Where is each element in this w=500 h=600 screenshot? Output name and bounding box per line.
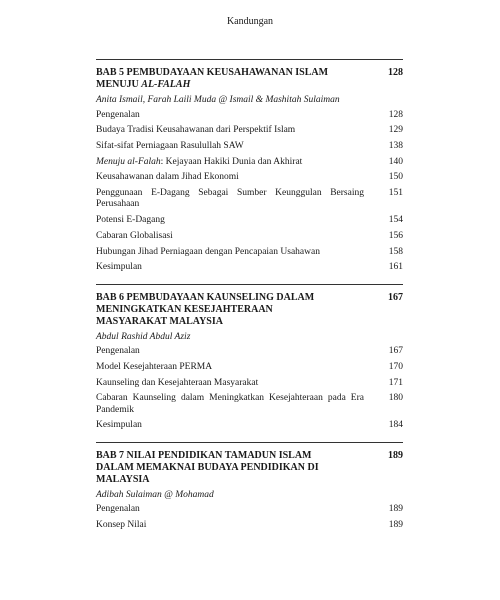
- entry-title: Pengenalan: [96, 504, 140, 515]
- toc-entry[interactable]: [96, 378, 403, 390]
- toc-entry[interactable]: [96, 520, 403, 532]
- entry-page-number: 167: [388, 346, 403, 357]
- entry-title: Budaya Tradisi Keusahawanan dari Perspektif Islam: [96, 125, 296, 136]
- entry-page-number: 170: [388, 361, 403, 372]
- page-header: Kandungan: [226, 16, 274, 27]
- entry-list: [96, 346, 403, 432]
- entry-page-number: 171: [388, 377, 403, 388]
- entry-title: Keusahawanan dalam Jihad Ekonomi: [96, 172, 239, 183]
- entry-page-number: 156: [388, 230, 403, 241]
- chapter-page-number: 167: [388, 291, 403, 303]
- toc-entry[interactable]: [96, 188, 403, 211]
- entry-page-number: 128: [388, 109, 403, 120]
- entry-title: Pengenalan: [96, 346, 140, 357]
- toc-entry[interactable]: [96, 141, 403, 153]
- entry-title-italic: Menuju al-Falah: [96, 156, 161, 167]
- entry-page-number: 151: [388, 187, 403, 198]
- toc-entry[interactable]: [96, 362, 403, 374]
- chapter-5-heading[interactable]: [96, 67, 403, 91]
- entry-title: Cabaran Kaunseling dalam Meningkatkan Kesejahteraan pada Era Pandemik: [96, 393, 364, 415]
- entry-title: Kesimpulan: [96, 420, 142, 431]
- toc-entry[interactable]: [96, 215, 403, 227]
- chapter-authors: Anita Ismail, Farah Laili Muda @ Ismail & Mashitah Sulaiman: [96, 95, 340, 105]
- chapter-7-heading[interactable]: [96, 450, 403, 486]
- entry-title: Pengenalan: [96, 109, 140, 120]
- toc-entry[interactable]: [96, 420, 403, 432]
- chapter-title: BAB 7 NILAI PENDIDIKAN TAMADUN ISLAM DALAM MEMAKNAI BUDAYA PENDIDIKAN DI MALAYSIA: [96, 449, 319, 485]
- entry-page-number: 184: [388, 420, 403, 431]
- entry-list: [96, 504, 403, 531]
- chapter-title-italic: AL-FALAH: [141, 79, 191, 90]
- entry-page-number: 150: [388, 172, 403, 183]
- entry-title: Sifat-sifat Perniagaan Rasulullah SAW: [96, 140, 244, 151]
- chapter-5-section: [96, 59, 403, 274]
- chapter-title-main: BAB 5 PEMBUDAYAAN KEUSAHAWANAN ISLAM MENUJU: [96, 67, 329, 90]
- toc-entry[interactable]: [96, 125, 403, 137]
- entry-list: [96, 110, 403, 274]
- entry-title: Model Kesejahteraan PERMA: [96, 361, 213, 372]
- entry-page-number: 158: [388, 246, 403, 257]
- table-of-contents: [96, 59, 403, 536]
- toc-entry[interactable]: [96, 157, 403, 169]
- chapter-6-section: [96, 284, 403, 432]
- chapter-page-number: 189: [388, 449, 403, 461]
- entry-page-number: 161: [388, 262, 403, 273]
- toc-entry[interactable]: [96, 346, 403, 358]
- chapter-page-number: 128: [388, 67, 403, 78]
- chapter-authors: Adibah Sulaiman @ Mohamad: [96, 489, 214, 500]
- entry-title: Penggunaan E-Dagang Sebagai Sumber Keunggulan Bersaing Perusahaan: [96, 187, 364, 210]
- entry-page-number: 180: [388, 393, 403, 404]
- chapter-title: BAB 6 PEMBUDAYAAN KAUNSELING DALAM MENINGKATKAN KESEJAHTERAAN MASYARAKAT MALAYSIA: [96, 291, 315, 327]
- toc-entry[interactable]: [96, 247, 403, 259]
- entry-title: Konsep Nilai: [96, 520, 147, 531]
- toc-entry[interactable]: [96, 393, 403, 416]
- entry-page-number: 129: [388, 125, 403, 136]
- entry-title: Hubungan Jihad Perniagaan dengan Pencapaian Usahawan: [96, 246, 320, 257]
- entry-title: Cabaran Globalisasi: [96, 230, 173, 241]
- entry-page-number: 140: [388, 156, 403, 167]
- toc-entry[interactable]: [96, 262, 403, 274]
- toc-entry[interactable]: [96, 172, 403, 184]
- entry-page-number: 189: [388, 520, 403, 531]
- chapter-authors: Abdul Rashid Abdul Aziz: [96, 331, 191, 342]
- toc-entry[interactable]: [96, 504, 403, 516]
- entry-page-number: 154: [388, 215, 403, 226]
- entry-title: Kesimpulan: [96, 262, 142, 273]
- chapter-7-section: [96, 442, 403, 532]
- entry-title: Kaunseling dan Kesejahteraan Masyarakat: [96, 377, 259, 388]
- entry-page-number: 189: [388, 504, 403, 515]
- chapter-6-heading[interactable]: [96, 292, 403, 328]
- entry-title: [96, 157, 364, 169]
- toc-entry[interactable]: [96, 231, 403, 243]
- entry-page-number: 138: [388, 140, 403, 151]
- toc-entry[interactable]: [96, 110, 403, 122]
- entry-title-rest: : Kejayaan Hakiki Dunia dan Akhirat: [160, 156, 303, 167]
- entry-title: Potensi E-Dagang: [96, 215, 165, 226]
- chapter-title: [96, 67, 346, 91]
